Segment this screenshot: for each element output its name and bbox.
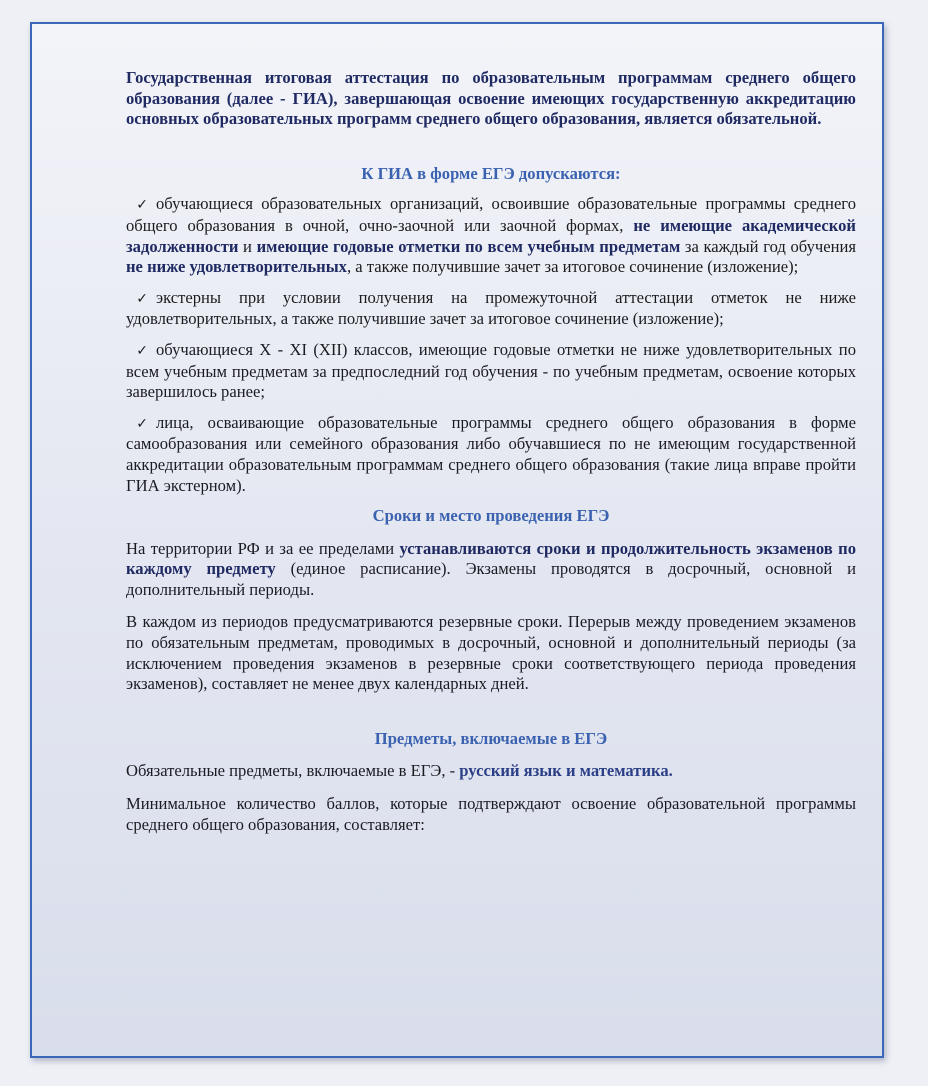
subjects-emphasis: русский язык и математика. [459, 761, 673, 781]
checkmark-icon: ✓ [136, 197, 148, 214]
item1-text-1: обучающиеся образовательных организаций, освоившие образовательные программы среднего общего образования в очной, очно-заочной или заочной формах, [126, 194, 856, 235]
schedule-text-2: (единое расписание). Экзамены проводятся в досрочный, основной и дополнительный периоды. [126, 559, 856, 599]
item1-emphasis-2: имеющие годовые отметки по всем учебным предметам [256, 236, 681, 256]
heading-admission: К ГИА в форме ЕГЭ допускаются: [361, 163, 621, 183]
item1-emphasis-3: не ниже удовлетворительных [126, 257, 347, 277]
item1-text-4: , а также получившие зачет за итоговое сочинение (изложение); [346, 257, 799, 277]
checkmark-icon: ✓ [136, 342, 148, 359]
heading-subjects: Предметы, включаемые в ЕГЭ [374, 728, 608, 748]
document-content [126, 68, 856, 835]
subjects-text: Обязательные предметы, включаемые в ЕГЭ, - [126, 761, 460, 781]
schedule-paragraph-2: В каждом из периодов предусматриваются резервные сроки. Перерыв между проведением экзаменов по обязательным предметам, проводимых в досрочный, основной и дополнительный периоды (за исключением проведения экзаменов в резервные сроки соответствующего периода проведения экзаменов), составляет не менее двух календарных дней. [126, 612, 856, 694]
admission-item-2 [126, 288, 856, 330]
subjects-paragraph-2: Минимальное количество баллов, которые подтверждают освоение образовательной программы среднего общего образования, составляет: [126, 794, 856, 834]
schedule-text-1: На территории РФ и за ее пределами [126, 538, 400, 558]
subjects-paragraph-1 [126, 761, 856, 782]
item2-text: экстерны при условии получения на промежуточной аттестации отметок не ниже удовлетворительных, а также получившие зачет за итоговое сочинение (изложение); [126, 287, 856, 329]
heading-schedule: Сроки и место проведения ЕГЭ [372, 506, 610, 526]
checkmark-icon: ✓ [136, 290, 148, 307]
checkmark-icon: ✓ [136, 415, 148, 432]
item1-text-2: и [238, 236, 257, 256]
intro-paragraph: Государственная итоговая аттестация по образовательным программам среднего общего образования (далее - ГИА), завершающая освоение имеющих государственную аккредитацию основных образовательных программ среднего общего образования, является обязательной. [126, 68, 856, 129]
admission-item-3 [126, 340, 856, 403]
item1-emphasis-1: не имеющие академической задолженности [126, 215, 856, 256]
item3-text: обучающиеся X - XI (XII) классов, имеющие годовые отметки не ниже удовлетворительных по всем учебным предметам за предпоследний год обучения - по учебным предметам, освоение которых завершилось ранее; [126, 339, 856, 402]
item4-text: лица, осваивающие образовательные программы среднего общего образования в форме самообразования или семейного образования либо обучавшиеся по не имеющим государственной аккредитации образовательным программам среднего общего образования (такие лица вправе пройти ГИА экстерном). [126, 412, 856, 495]
admission-item-4 [126, 413, 856, 496]
schedule-paragraph-1 [126, 539, 856, 601]
schedule-emphasis: устанавливаются сроки и продолжительность экзаменов по каждому предмету [126, 538, 856, 579]
admission-item-1 [126, 194, 856, 277]
item1-text-3: за каждый год обучения [680, 236, 856, 256]
